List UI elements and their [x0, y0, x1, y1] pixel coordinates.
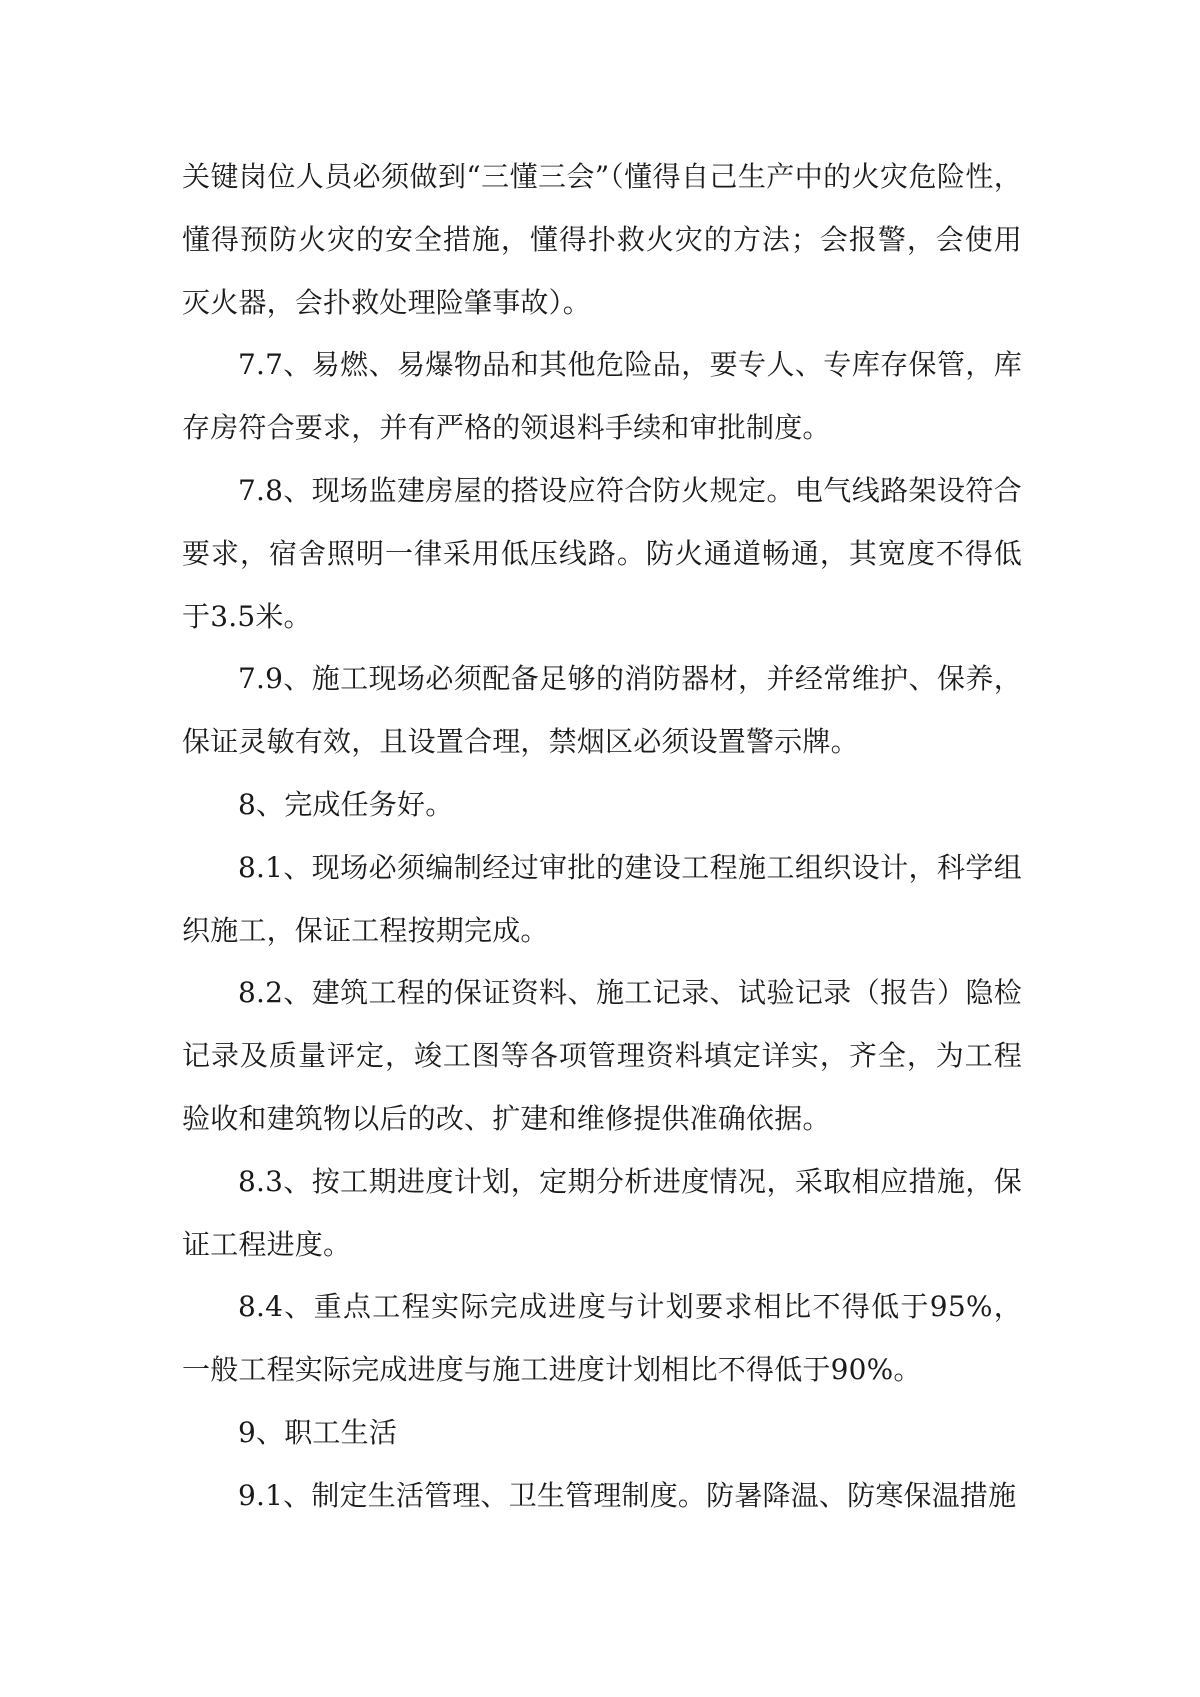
paragraph-7-7: 7.7、易燃、易爆物品和其他危险品，要专人、专库存保管，库存房符合要求，并有严格的领退料手续和审批制度。	[182, 348, 1022, 445]
section-heading-8: 8、完成任务好。	[238, 787, 454, 821]
document-body	[182, 146, 1022, 1528]
paragraph-8-2: 8.2、建筑工程的保证资料、施工记录、试验记录（报告）隐检记录及质量评定，竣工图等各项管理资料填定详实，齐全，为工程验收和建筑物以后的改、扩建和维修提供准确依据。	[182, 976, 1022, 1135]
paragraph-7-9: 7.9、施工现场必须配备足够的消防器材，并经常维护、保养，保证灵敏有效，且设置合理，禁烟区必须设置警示牌。	[182, 662, 1022, 759]
paragraph-fire-safety-knowledge: 关键岗位人员必须做到“三懂三会”（懂得自己生产中的火灾危险性，懂得预防火灾的安全措施，懂得扑救火灾的方法；会报警，会使用灭火器，会扑救处理险肇事故）。	[182, 160, 1022, 319]
paragraph-8-1: 8.1、现场必须编制经过审批的建设工程施工组织设计，科学组织施工，保证工程按期完成。	[182, 850, 1022, 947]
section-heading-9: 9、职工生活	[238, 1415, 398, 1449]
paragraph-8-3: 8.3、按工期进度计划，定期分析进度情况，采取相应措施，保证工程进度。	[182, 1164, 1022, 1261]
paragraph-9-1: 9.1、制定生活管理、卫生管理制度。防暑降温、防寒保温措施	[238, 1478, 1017, 1512]
paragraph-7-8: 7.8、现场监建房屋的搭设应符合防火规定。电气线路架设符合要求，宿舍照明一律采用低压线路。防火通道畅通，其宽度不得低于3.5米。	[182, 473, 1022, 633]
paragraph-8-4: 8.4、重点工程实际完成进度与计划要求相比不得低于95%，一般工程实际完成进度与施工进度计划相比不得低于90%。	[182, 1290, 1022, 1387]
